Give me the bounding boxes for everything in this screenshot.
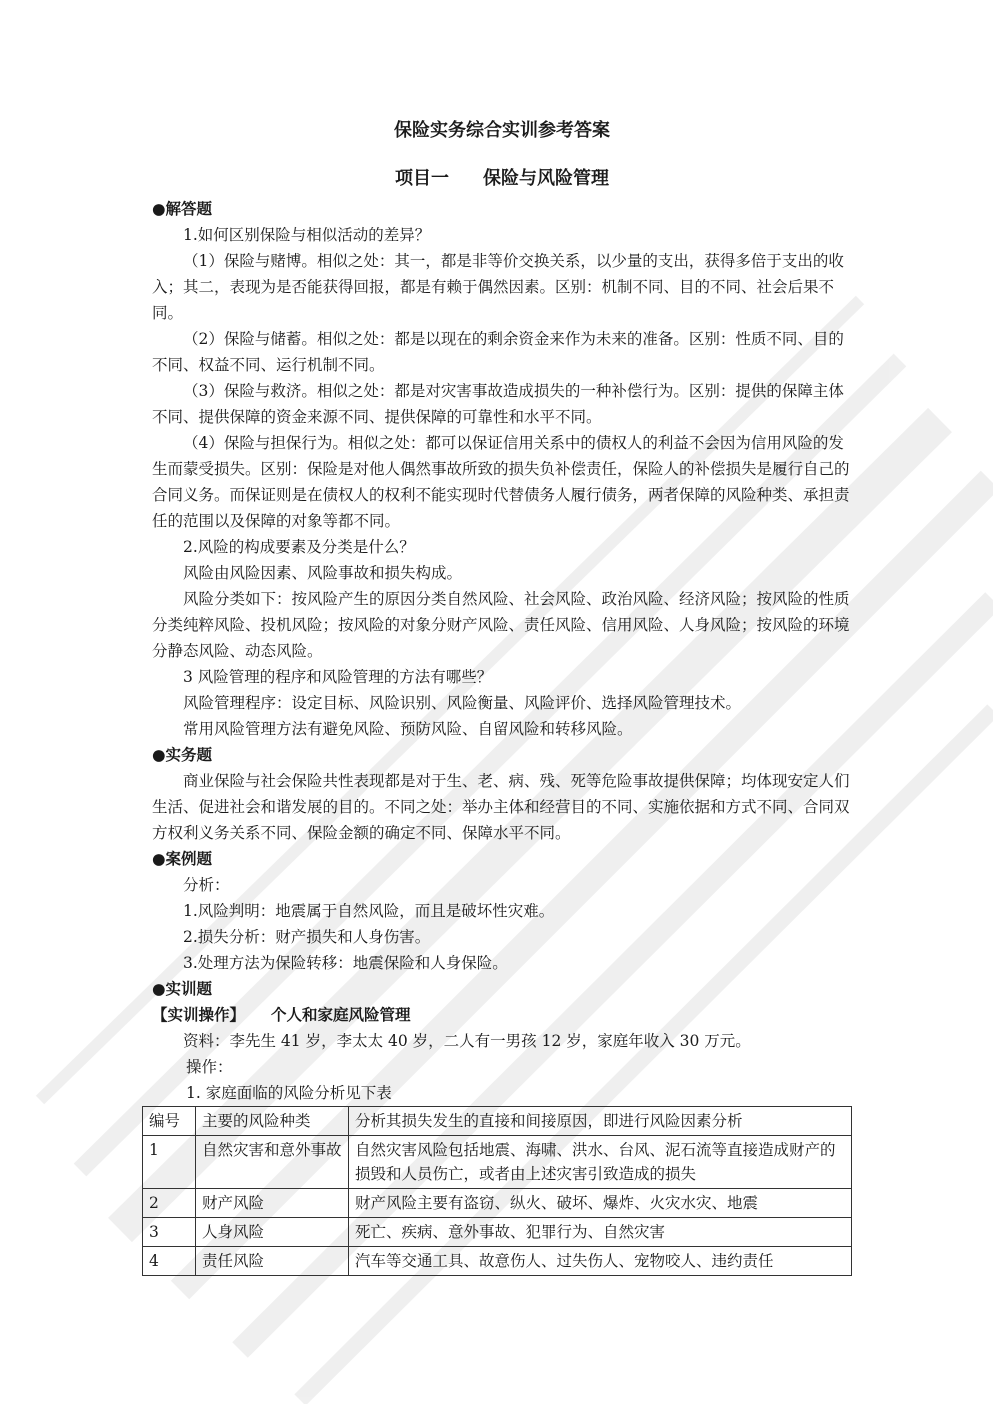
table-cell: 责任风险 (196, 1247, 349, 1276)
section-training-heading: ●实训题 (152, 980, 213, 998)
page-title: 保险实务综合实训参考答案 (394, 120, 610, 141)
question-1: 1.如何区别保险与相似活动的差异？ (183, 226, 431, 244)
practice-answer: 商业保险与社会保险共性表现都是对于生、老、病、残、死等危险事故提供保障；均体现安定人们生活、促进社会和谐发展的目的。不同之处：举办主体和经营目的不同、实施依据和方式不同、合同双方权利义务关系不同、保险金额的确定不同、保障水平不同。 (152, 772, 850, 842)
answer-3-procedure: 风险管理程序：设定目标、风险识别、风险衡量、风险评价、选择风险管理技术。 (183, 694, 742, 712)
section-qa-heading: ●解答题 (152, 200, 213, 218)
project-name: 保险与风险管理 (483, 168, 609, 189)
training-title (152, 1002, 852, 1028)
answer-2-components: 风险由风险因素、风险事故和损失构成。 (183, 564, 463, 582)
table-row (143, 1189, 852, 1218)
project-heading (152, 166, 852, 192)
table-row (143, 1136, 852, 1189)
answer-1-gambling: （1）保险与赌博。相似之处：其一，都是非等价交换关系，以少量的支出，获得多倍于支出的收入；其二，表现为是否能获得回报，都是有赖于偶然因素。区别：机制不同、目的不同、社会后果不同。 (152, 252, 844, 322)
training-label: 【实训操作】 (152, 1006, 246, 1024)
answer-1-savings: （2）保险与储蓄。相似之处：都是以现在的剩余资金来作为未来的准备。区别：性质不同、目的不同、权益不同、运行机制不同。 (152, 330, 844, 374)
table-header-cell: 分析其损失发生的直接和间接原因，即进行风险因素分析 (349, 1107, 852, 1136)
table-cell: 汽车等交通工具、故意伤人、过失伤人、宠物咬人、违约责任 (349, 1247, 852, 1276)
answer-1-relief: （3）保险与救济。相似之处：都是对灾害事故造成损失的一种补偿行为。区别：提供的保障主体不同、提供保障的资金来源不同、提供保障的可靠性和水平不同。 (152, 382, 844, 426)
training-name: 个人和家庭风险管理 (271, 1006, 411, 1024)
question-2: 2.风险的构成要素及分类是什么？ (183, 538, 415, 556)
answer-2-classification: 风险分类如下：按风险产生的原因分类自然风险、社会风险、政治风险、经济风险；按风险的性质分类纯粹风险、投机风险；按风险的对象分财产风险、责任风险、信用风险、人身风险；按风险的环境分静态风险、动态风险。 (152, 590, 850, 660)
training-operation-label: 操作： (186, 1058, 233, 1076)
document-page (149, 118, 852, 1276)
training-operation-1: 1. 家庭面临的风险分析见下表 (186, 1084, 392, 1102)
table-cell: 1 (143, 1136, 196, 1189)
table-cell: 人身风险 (196, 1218, 349, 1247)
section-case-heading: ●案例题 (152, 850, 213, 868)
table-cell: 3 (143, 1218, 196, 1247)
table-cell: 自然灾害风险包括地震、海啸、洪水、台风、泥石流等直接造成财产的损毁和人员伤亡，或者由上述灾害引致造成的损失 (349, 1136, 852, 1189)
table-cell: 2 (143, 1189, 196, 1218)
table-cell: 财产风险 (196, 1189, 349, 1218)
table-cell: 财产风险主要有盗窃、纵火、破坏、爆炸、火灾水灾、地震 (349, 1189, 852, 1218)
table-cell: 死亡、疾病、意外事故、犯罪行为、自然灾害 (349, 1218, 852, 1247)
project-label: 项目一 (395, 168, 449, 189)
section-practice-heading: ●实务题 (152, 746, 213, 764)
answer-3-methods: 常用风险管理方法有避免风险、预防风险、自留风险和转移风险。 (183, 720, 633, 738)
table-row (143, 1218, 852, 1247)
question-3: 3 风险管理的程序和风险管理的方法有哪些？ (183, 668, 493, 686)
table-header-cell: 编号 (143, 1107, 196, 1136)
case-intro: 分析： (183, 876, 230, 894)
table-header-cell: 主要的风险种类 (196, 1107, 349, 1136)
case-line-3: 3.处理方法为保险转移：地震保险和人身保险。 (183, 954, 508, 972)
table-header-row (143, 1107, 852, 1136)
risk-analysis-table (142, 1106, 852, 1276)
table-cell: 自然灾害和意外事故 (196, 1136, 349, 1189)
answer-1-guarantee: （4）保险与担保行为。相似之处：都可以保证信用关系中的债权人的利益不会因为信用风险的发生而蒙受损失。区别：保险是对他人偶然事故所致的损失负补偿责任，保险人的补偿损失是履行自己的合同义务。而保证则是在债权人的权利不能实现时代替债务人履行债务，两者保障的风险种类、承担责任的范围以及保障的对象等都不同。 (152, 434, 850, 530)
table-cell: 4 (143, 1247, 196, 1276)
training-material: 资料：李先生 41 岁，李太太 40 岁，二人有一男孩 12 岁，家庭年收入 30 万元。 (183, 1032, 751, 1050)
case-line-2: 2.损失分析：财产损失和人身伤害。 (183, 928, 431, 946)
table-row (143, 1247, 852, 1276)
case-line-1: 1.风险判明：地震属于自然风险，而且是破坏性灾难。 (183, 902, 555, 920)
